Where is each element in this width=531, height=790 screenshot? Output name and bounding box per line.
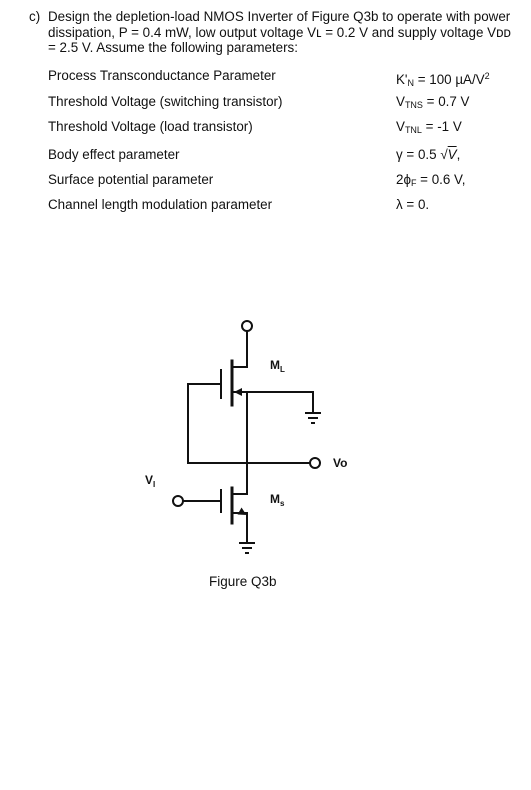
ml-label: $M_L$ — [270, 358, 285, 374]
vdd-terminal — [242, 321, 252, 331]
vi-terminal — [173, 496, 183, 506]
param-name: Threshold Voltage (switching transistor) — [48, 94, 283, 109]
figure-caption: Figure Q3b — [209, 574, 277, 589]
vo-label: Vo — [333, 456, 348, 470]
param-value: $V_{TNS} = 0.7$ V — [396, 94, 470, 110]
ms-label: $M_s$ — [270, 492, 285, 508]
param-name: Threshold Voltage (load transistor) — [48, 119, 253, 134]
vi-label: $V_I$ — [145, 473, 156, 489]
param-value: γ = 0.5 √V, — [396, 147, 461, 162]
param-value: λ = 0. — [396, 197, 430, 212]
param-name: Process Transconductance Parameter — [48, 68, 276, 83]
question-label: c) — [29, 9, 41, 24]
param-name: Body effect parameter — [48, 147, 180, 162]
param-name: Channel length modulation parameter — [48, 197, 273, 212]
ground-symbol-load — [305, 413, 321, 423]
ground-symbol-switch — [239, 543, 255, 553]
param-value: $2\phi_F = 0.6$ V, — [396, 172, 466, 188]
param-value: $K'_N = 100$ $\mu A/V^2$ — [396, 71, 490, 88]
ml-body-arrow — [234, 388, 242, 396]
vo-terminal — [310, 458, 320, 468]
param-value: $V_{TNL} = -1$ V — [396, 119, 462, 135]
param-name: Surface potential parameter — [48, 172, 214, 187]
question-text: Design the depletion-load NMOS Inverter of Figure Q3b to operate with power dissipation, P = 0.4 mW, low output voltage Vʟ = 0.2 V and supply voltage Vᴅᴅ = 2.5 V. Assume the following parameters: — [48, 9, 511, 55]
